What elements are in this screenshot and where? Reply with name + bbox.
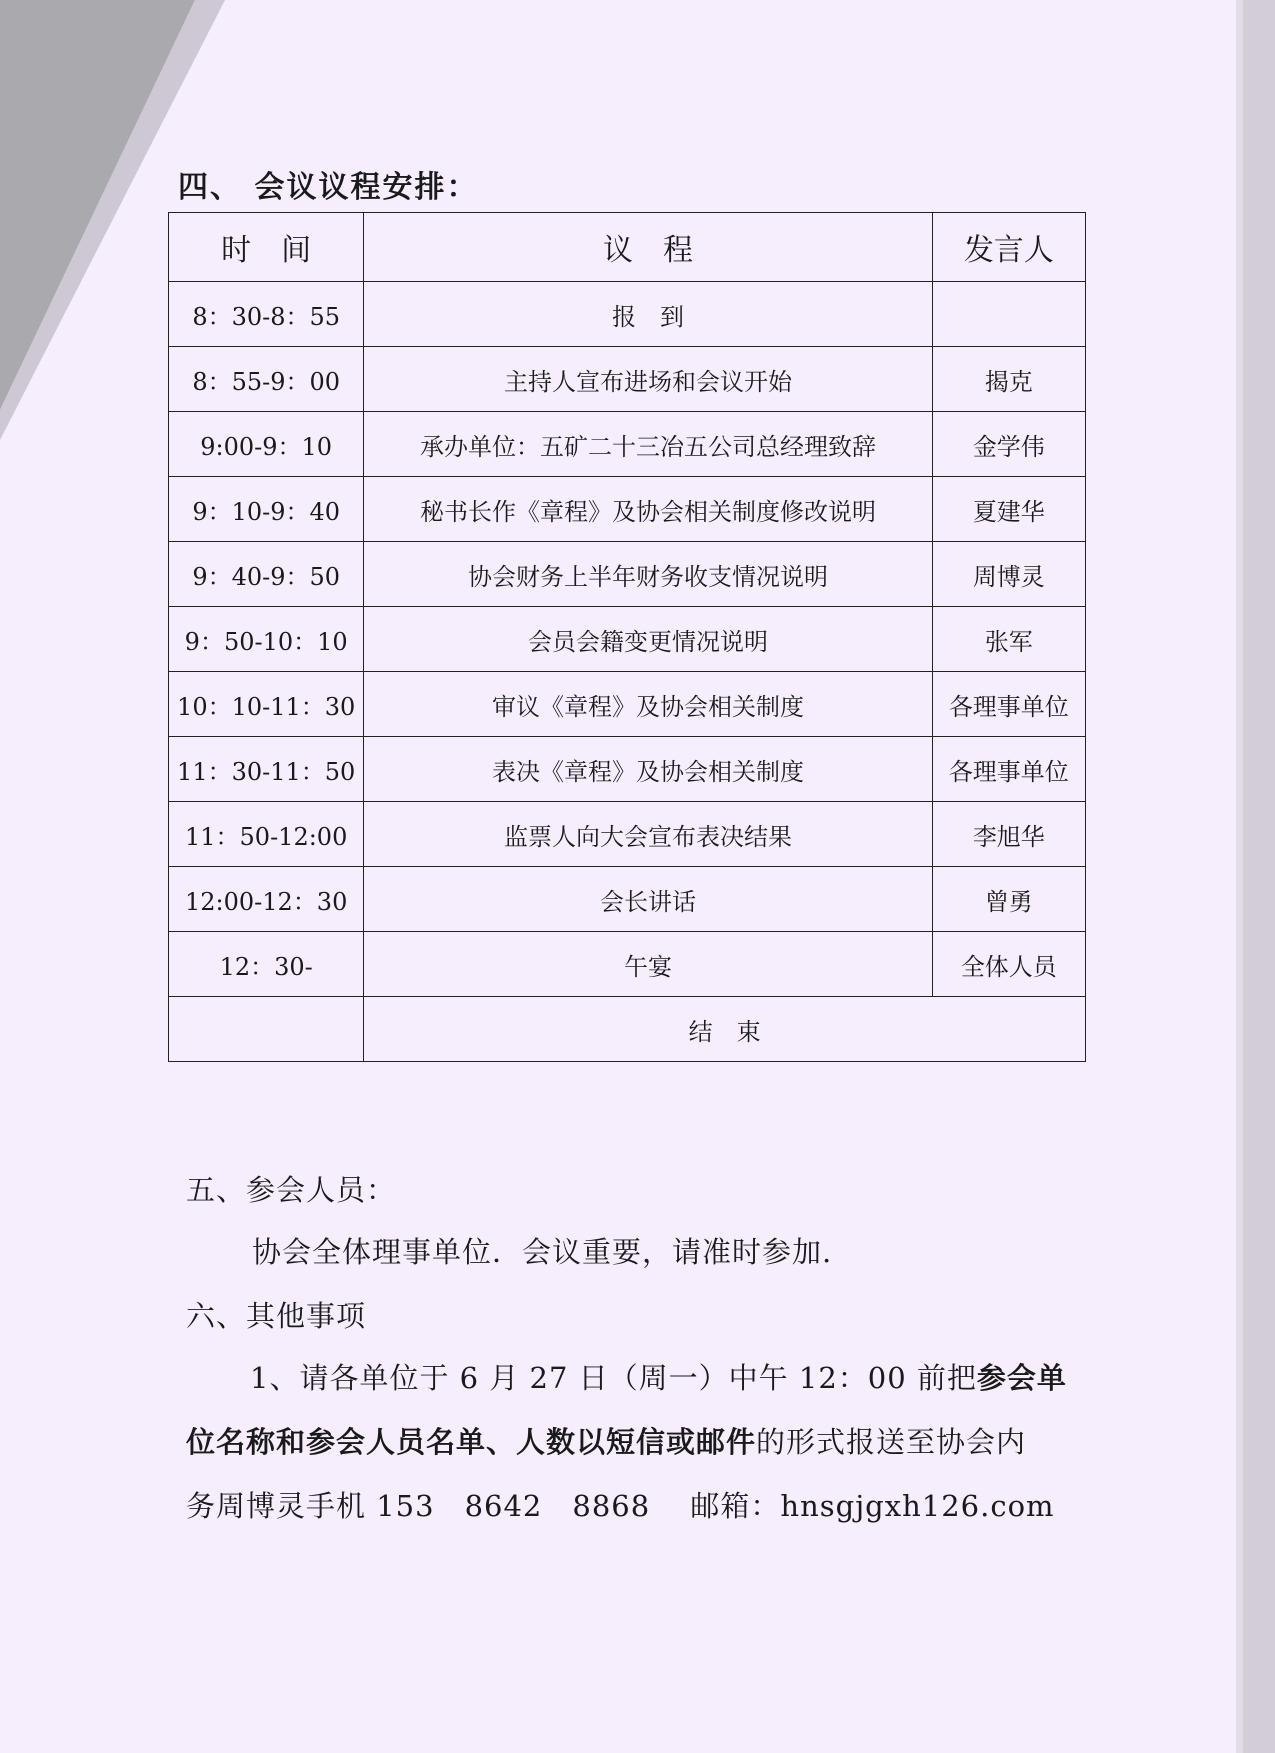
agenda-header-row bbox=[169, 213, 1086, 282]
row-item: 表决《章程》及协会相关制度 bbox=[364, 737, 932, 802]
row-speaker: 各理事单位 bbox=[932, 737, 1085, 802]
header-item: 议 程 bbox=[364, 213, 932, 282]
row-item: 报 到 bbox=[364, 282, 932, 347]
table-row-end bbox=[169, 997, 1086, 1062]
section-5-title: 五、参会人员： bbox=[186, 1173, 397, 1207]
row-speaker: 李旭华 bbox=[932, 802, 1085, 867]
row-speaker: 各理事单位 bbox=[932, 672, 1085, 737]
table-row bbox=[169, 412, 1086, 477]
row-item: 协会财务上半年财务收支情况说明 bbox=[364, 542, 932, 607]
section-4-title: 四、 会议议程安排： bbox=[178, 170, 479, 205]
row-speaker: 张军 bbox=[932, 607, 1085, 672]
header-time: 时 间 bbox=[169, 213, 364, 282]
row-time: 9：10-9：40 bbox=[169, 477, 364, 542]
end-row-item: 结 束 bbox=[364, 997, 1086, 1062]
row-item: 监票人向大会宣布表决结果 bbox=[364, 802, 932, 867]
table-row bbox=[169, 282, 1086, 347]
line-2-bold-text: 位名称和参会人员名单、人数以短信或邮件 bbox=[186, 1425, 757, 1459]
section-6-line-1 bbox=[250, 1356, 1067, 1397]
agenda-table bbox=[168, 212, 1086, 1062]
table-row bbox=[169, 802, 1086, 867]
row-time: 11：50-12:00 bbox=[169, 802, 364, 867]
end-row-time bbox=[169, 997, 364, 1062]
header-speaker: 发言人 bbox=[932, 213, 1085, 282]
row-time: 11：30-11：50 bbox=[169, 737, 364, 802]
section-6-title: 六、其他事项 bbox=[186, 1299, 367, 1333]
table-row bbox=[169, 867, 1086, 932]
row-speaker: 周博灵 bbox=[932, 542, 1085, 607]
row-item: 审议《章程》及协会相关制度 bbox=[364, 672, 932, 737]
section-6-line-3: 务周博灵手机 153 8642 8868 邮箱：hnsgjgxh126.com bbox=[186, 1489, 1055, 1523]
row-time: 9:00-9：10 bbox=[169, 412, 364, 477]
table-row bbox=[169, 477, 1086, 542]
section-6-line-2 bbox=[186, 1420, 1026, 1461]
row-item: 秘书长作《章程》及协会相关制度修改说明 bbox=[364, 477, 932, 542]
row-speaker: 金学伟 bbox=[932, 412, 1085, 477]
row-time: 12：30- bbox=[169, 932, 364, 997]
table-row bbox=[169, 672, 1086, 737]
section-5-body: 协会全体理事单位．会议重要，请准时参加. bbox=[252, 1235, 833, 1269]
row-item: 主持人宣布进场和会议开始 bbox=[364, 347, 932, 412]
line-1-text: 1、请各单位于 6 月 27 日（周一）中午 12：00 前把 bbox=[250, 1361, 977, 1395]
line-1-bold-text: 参会单 bbox=[976, 1361, 1067, 1395]
row-item: 会员会籍变更情况说明 bbox=[364, 607, 932, 672]
row-speaker: 夏建华 bbox=[932, 477, 1085, 542]
row-speaker: 揭克 bbox=[932, 347, 1085, 412]
row-item: 承办单位：五矿二十三冶五公司总经理致辞 bbox=[364, 412, 932, 477]
row-speaker: 曾勇 bbox=[932, 867, 1085, 932]
table-row bbox=[169, 932, 1086, 997]
table-row bbox=[169, 347, 1086, 412]
row-speaker: 全体人员 bbox=[932, 932, 1085, 997]
row-time: 12:00-12：30 bbox=[169, 867, 364, 932]
row-item: 会长讲话 bbox=[364, 867, 932, 932]
row-time: 9：40-9：50 bbox=[169, 542, 364, 607]
line-2-text: 的形式报送至协会内 bbox=[756, 1425, 1027, 1459]
row-time: 9：50-10：10 bbox=[169, 607, 364, 672]
table-row bbox=[169, 737, 1086, 802]
row-item: 午宴 bbox=[364, 932, 932, 997]
row-speaker bbox=[932, 282, 1085, 347]
table-row bbox=[169, 607, 1086, 672]
row-time: 8：30-8：55 bbox=[169, 282, 364, 347]
row-time: 8：55-9：00 bbox=[169, 347, 364, 412]
row-time: 10：10-11：30 bbox=[169, 672, 364, 737]
table-row bbox=[169, 542, 1086, 607]
